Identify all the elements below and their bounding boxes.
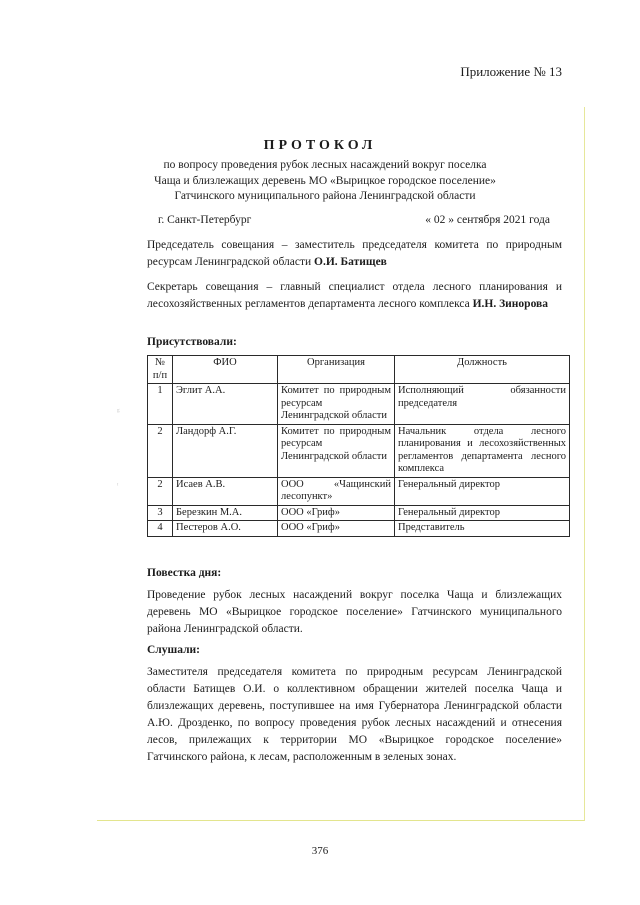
attendees-table xyxy=(147,355,570,537)
header-org: Организация xyxy=(278,356,395,384)
appendix-label: Приложение № 13 xyxy=(460,64,562,79)
secretary-text: Секретарь совещания – главный специалист отдела лесного планирования и лесохозяйственных регламентов департамента лесного комплекса xyxy=(147,281,562,310)
table-row xyxy=(148,424,570,477)
agenda-paragraph: Проведение рубок лесных насаждений вокруг поселка Чаща и близлежащих деревень МО «Вырицкое городское поселение» Гатчинского муниципального района Ленинградской области. xyxy=(147,589,562,635)
cell-org: Комитет по природным ресурсам Ленинградской области xyxy=(278,424,395,477)
cell-fio: Ландорф А.Г. xyxy=(173,424,278,477)
cell-num: 4 xyxy=(148,521,173,537)
cell-fio: Эглит А.А. xyxy=(173,384,278,425)
document-title: ПРОТОКОЛ xyxy=(263,138,377,153)
cell-org: ООО «Гриф» xyxy=(278,521,395,537)
header-position: Должность xyxy=(395,356,570,384)
header-num: № п/п xyxy=(148,356,173,384)
present-heading: Присутствовали: xyxy=(147,336,237,348)
header-fio: ФИО xyxy=(173,356,278,384)
chairman-paragraph xyxy=(147,237,562,271)
cell-position: Генеральный директор xyxy=(395,505,570,521)
cell-position: Исполняющий обязанности председателя xyxy=(395,384,570,425)
heard-paragraph: Заместителя председателя комитета по природным ресурсам Ленинградской области Батищев О.И. о коллективном обращении жителей поселка Чаща и близлежащих деревень, поступившее на имя Губернатора Ленинградской области А.Ю. Дрозденко, по вопросу проведения рубок лесных насаждений и отнесения лесов, прилежащих к территории МО «Вырицкое городское поселение» Гатчинского района, к лесам, расположенным в зеленых зонах. xyxy=(147,666,562,763)
cell-org: Комитет по природным ресурсам Ленинградской области xyxy=(278,384,395,425)
document-subtitle: по вопросу проведения рубок лесных насаждений вокруг поселка Чаща и близлежащих деревень МО «Вырицкое городское поселение» Гатчинского муниципального района Ленинградской области xyxy=(154,159,496,202)
table-row xyxy=(148,521,570,537)
chairman-name: О.И. Батищев xyxy=(314,256,387,268)
cell-position: Начальник отдела лесного планирования и лесохозяйственных регламентов департамента лесного комплекса xyxy=(395,424,570,477)
date-label: « 02 » сентября 2021 года xyxy=(425,214,550,226)
table-row xyxy=(148,505,570,521)
agenda-heading: Повестка дня: xyxy=(147,567,222,579)
scan-artifact-mark: ᶦ xyxy=(117,480,119,490)
cell-position: Представитель xyxy=(395,521,570,537)
cell-fio: Исаев А.В. xyxy=(173,477,278,505)
cell-num: 3 xyxy=(148,505,173,521)
cell-org: ООО «Гриф» xyxy=(278,505,395,521)
cell-num: 2 xyxy=(148,424,173,477)
secretary-name: И.Н. Зинорова xyxy=(472,298,549,310)
cell-fio: Пестеров А.О. xyxy=(173,521,278,537)
table-header-row xyxy=(148,356,570,384)
table-row xyxy=(148,384,570,425)
chairman-text: Председатель совещания – заместитель председателя комитета по природным ресурсам Ленинградской области xyxy=(147,239,562,268)
scan-artifact-mark: ᵍ xyxy=(117,406,120,416)
heard-heading: Слушали: xyxy=(147,644,200,656)
cell-num: 1 xyxy=(148,384,173,425)
secretary-paragraph xyxy=(147,279,562,313)
cell-position: Генеральный директор xyxy=(395,477,570,505)
page-number: 376 xyxy=(311,845,329,857)
table-row xyxy=(148,477,570,505)
cell-fio: Березкин М.А. xyxy=(173,505,278,521)
cell-org: ООО «Чащинский лесопункт» xyxy=(278,477,395,505)
place-label: г. Санкт-Петербург xyxy=(158,214,252,226)
cell-num: 2 xyxy=(148,477,173,505)
